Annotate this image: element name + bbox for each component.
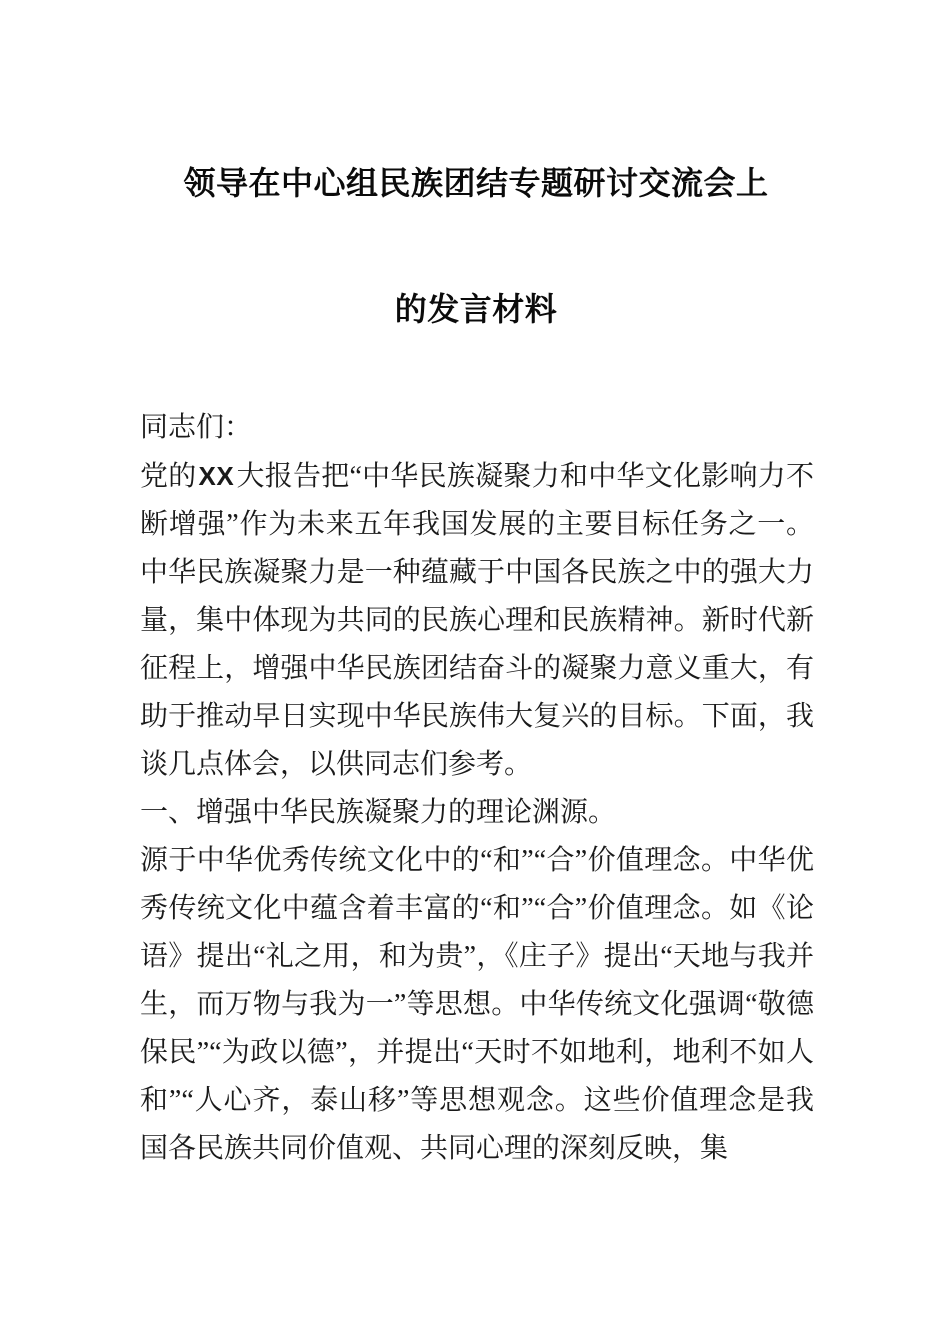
paragraph-intro-prefix: 党的 <box>140 461 197 492</box>
page-title-line-2: 的发言材料 <box>394 291 558 327</box>
paragraph-intro <box>140 452 814 789</box>
section-heading-1: 一、增强中华民族凝聚力的理论渊源。 <box>140 797 617 828</box>
document-body <box>140 404 814 1173</box>
page-title-line-1: 领导在中心组民族团结专题研讨交流会上 <box>183 165 769 201</box>
paragraph-intro-emphasis: XX <box>198 461 235 491</box>
paragraph-intro-suffix: 大报告把“中华民族凝聚力和中华文化影响力不断增强”作为未来五年我国发展的主要目标任务之一。中华民族凝聚力是一种蕴藏于中国各民族之中的强大力量，集中体现为共同的民族心理和民族精神。新时代新征程上，增强中华民族团结奋斗的凝聚力意义重大，有助于推动早日实现中华民族伟大复兴的目标。下面，我谈几点体会，以供同志们参考。 <box>140 461 814 780</box>
salutation: 同志们： <box>140 412 253 443</box>
section-body-1: 源于中华优秀传统文化中的“和”“合”价值理念。中华优秀传统文化中蕴含着丰富的“和”“合”价值理念。如《论语》提出“礼之用，和为贵”，《庄子》提出“天地与我并生，而万物与我为一”等思想。中华传统文化强调“敬德保民”“为政以德”，并提出“天时不如地利，地利不如人和”“人心齐，泰山移”等思想观念。这些价值理念是我国各民族共同价值观、共同心理的深刻反映，集 <box>140 845 814 1164</box>
page-title <box>140 150 812 342</box>
